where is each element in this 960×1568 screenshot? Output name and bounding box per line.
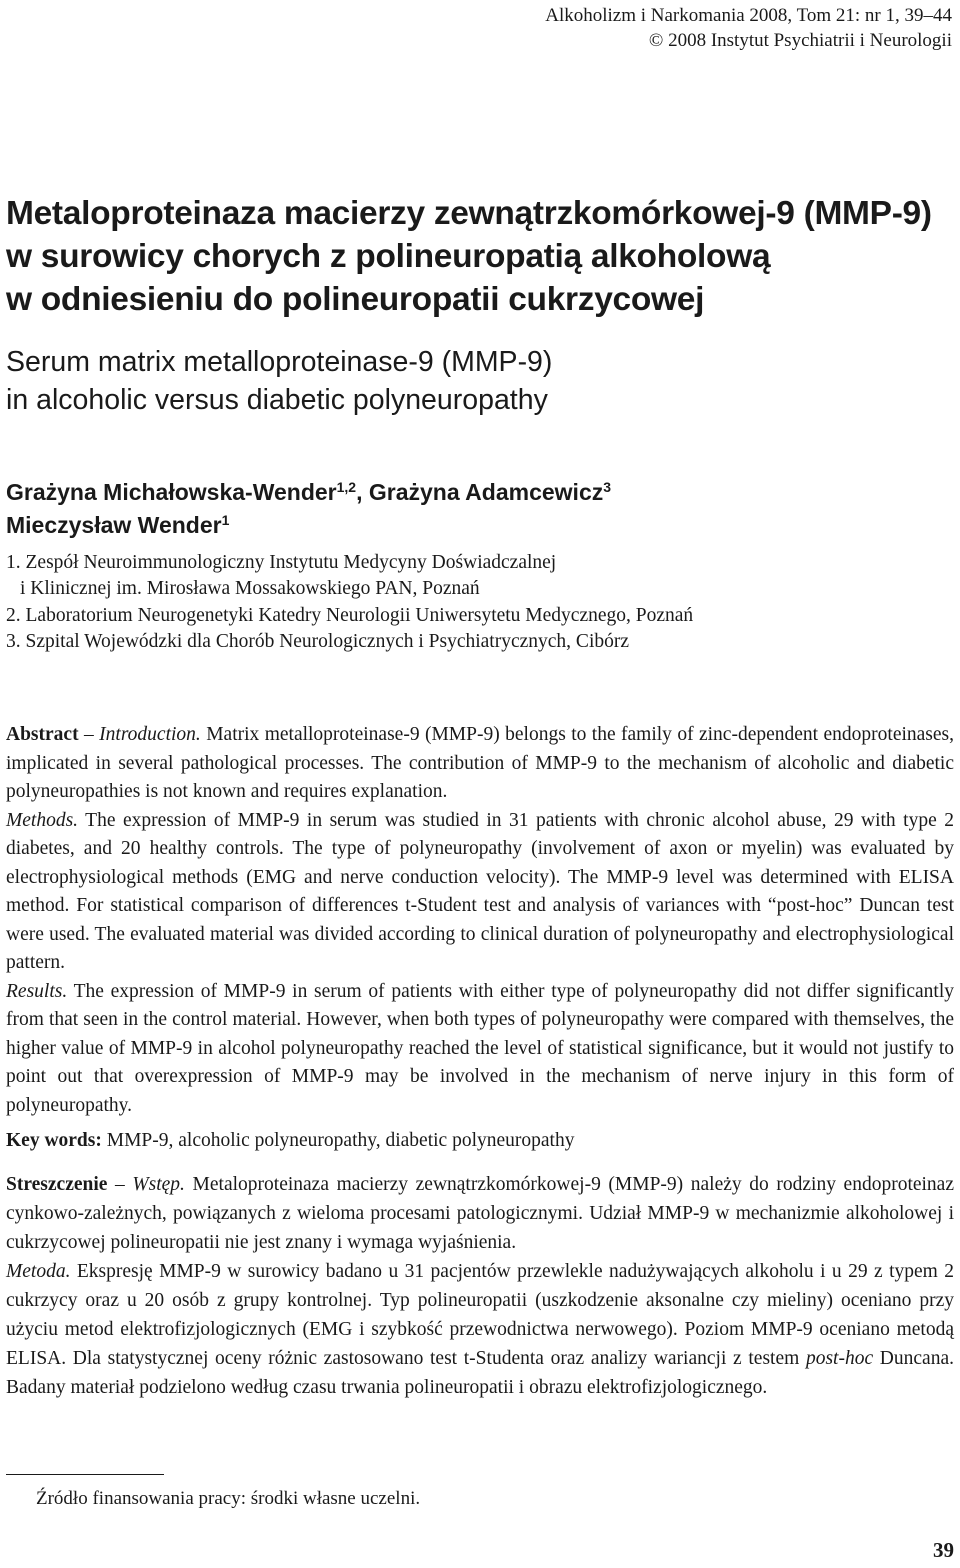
section-label: Wstęp. <box>132 1174 185 1195</box>
affiliations <box>6 550 956 655</box>
author-name: Grażyna Michałowska-Wender <box>6 479 337 505</box>
footnote: Źródło finansowania pracy: środki własne uczelni. <box>36 1488 421 1509</box>
heading-dash: – <box>78 724 100 745</box>
authors-line-2 <box>6 509 956 542</box>
keywords <box>6 1127 954 1155</box>
streszczenie <box>6 1170 954 1402</box>
section-text: The expression of MMP-9 in serum was studied in 31 patients with chronic alcohol abuse, 29 with type 2 diabetes, and 20 healthy controls. The type of polyneuropathy (involvement of axon or myelin) was evaluated by electrophysiological methods (EMG and nerve conduction velocity). The MMP-9 level was determined with ELISA method. For statistical comparison of differences t-Student test and analysis of variances with “post-hoc” Duncan test were used. The evaluated material was divided according to clinical duration of polyneuropathy and electrophysiological pattern. <box>6 809 954 973</box>
authors <box>6 476 956 542</box>
section-label: Introduction. <box>99 724 201 745</box>
author-affiliation-mark: 1,2 <box>336 479 357 495</box>
section-label: Methods. <box>6 809 79 831</box>
abstract <box>6 721 954 1120</box>
title-polish-line: Metaloproteinaza macierzy zewnątrzkomórkowej-9 (MMP-9) <box>6 195 932 232</box>
section-text: Ekspresję MMP-9 w surowicy badano u 31 pacjentów przewlekle nadużywających alkoholu i u 29 z typem 2 cukrzycy oraz u 20 osób z grupy kontrolnej. Typ polineuropatii (uszkodzenie aksonalne czy mieliny) oceniano przy użyciu metod elektrofizjologicznych (EMG i szybkość przewodnictwa nerwowego). Poziom MMP-9 oceniano metodą ELISA. Dla statystycznej oceny różnic zastosowano test t-Studenta oraz analizy wariancji z testem <box>6 1261 954 1369</box>
footnote-divider <box>6 1474 164 1475</box>
author-name: Grażyna Adamcewicz <box>368 479 604 505</box>
streszczenie-metoda <box>6 1257 954 1402</box>
section-text: The expression of MMP-9 in serum of patients with either type of polyneuropathy did not differ significantly from that seen in the control material. However, when both types of polyneuropathy were compared with themselves, the higher value of MMP-9 in alcohol polyneuropathy reached the level of statistical significance, but it would not justify to point out that overexpression of MMP-9 may be involved in the mechanism of nerve injury in this form of polyneuropathy. <box>6 980 954 1116</box>
abstract-results <box>6 978 954 1121</box>
title-polish <box>6 192 956 321</box>
title-polish-line: w odniesieniu do polineuropatii cukrzycowej <box>6 281 705 318</box>
affiliation-item: 3. Szpital Wojewódzki dla Chorób Neurologicznych i Psychiatrycznych, Cibórz <box>6 630 630 652</box>
italic-term: post-hoc <box>805 1348 874 1369</box>
section-text: Matrix metalloproteinase-9 (MMP-9) belongs to the family of zinc-dependent endoproteinases, implicated in several pathological processes. The contribution of MMP-9 to the mechanism of alcoholic and diabetic polyneuropathies is not known and requires explanation. <box>6 724 955 802</box>
streszczenie-heading: Streszczenie <box>6 1174 108 1195</box>
author-affiliation-mark: 3 <box>603 479 612 495</box>
abstract-heading: Abstract <box>6 724 79 745</box>
section-text: Metaloproteinaza macierzy zewnątrzkomórkowej-9 (MMP-9) należy do rodziny endoproteinaz cynkowo-zależnych, powiązanych z wieloma procesami patologicznymi. Udział MMP-9 w mechanizmie alkoholowej i cukrzycowej polineuropatii nie jest znany i wymaga wyjaśnienia. <box>6 1174 954 1253</box>
copyright-line <box>545 28 952 53</box>
streszczenie-wstep <box>6 1170 954 1257</box>
author-separator: , <box>356 479 369 505</box>
page-number: 39 <box>933 1538 954 1562</box>
title-polish-line: w surowicy chorych z polineuropatią alkoholową <box>6 238 771 275</box>
section-label: Metoda. <box>6 1261 71 1282</box>
journal-header <box>545 3 952 53</box>
journal-citation: Alkoholizm i Narkomania 2008, Tom 21: nr 1, 39–44 <box>545 5 952 26</box>
affiliation-item: 1. Zespół Neuroimmunologiczny Instytutu Medycyny Doświadczalnej <box>6 552 557 573</box>
title-english-line: Serum matrix metalloproteinase-9 (MMP-9) <box>6 346 553 378</box>
affiliation-item: 2. Laboratorium Neurogenetyki Katedry Neurologii Uniwersytetu Medycznego, Poznań <box>6 604 694 626</box>
keywords-text: MMP-9, alcoholic polyneuropathy, diabetic polyneuropathy <box>101 1130 575 1151</box>
abstract-methods <box>6 807 954 978</box>
section-text: Duncana. Badany materiał podzielono według czasu trwania polineuropatii i obrazu elektrofizjologicznego. <box>6 1348 954 1398</box>
affiliation-item: i Klinicznej im. Mirosława Mossakowskiego PAN, Poznań <box>20 578 480 600</box>
copyright-text: 2008 Instytut Psychiatrii i Neurologii <box>668 30 952 51</box>
author-affiliation-mark: 1 <box>221 512 230 528</box>
keywords-heading: Key words: <box>6 1130 102 1151</box>
title-english <box>6 343 956 419</box>
heading-dash: – <box>107 1174 133 1195</box>
title-english-line: in alcoholic versus diabetic polyneuropathy <box>6 384 548 416</box>
author-name: Mieczysław Wender <box>6 512 222 538</box>
copyright-symbol: © <box>648 30 664 51</box>
abstract-introduction <box>6 721 954 807</box>
section-label: Results. <box>6 980 68 1002</box>
authors-line-1 <box>6 476 956 509</box>
